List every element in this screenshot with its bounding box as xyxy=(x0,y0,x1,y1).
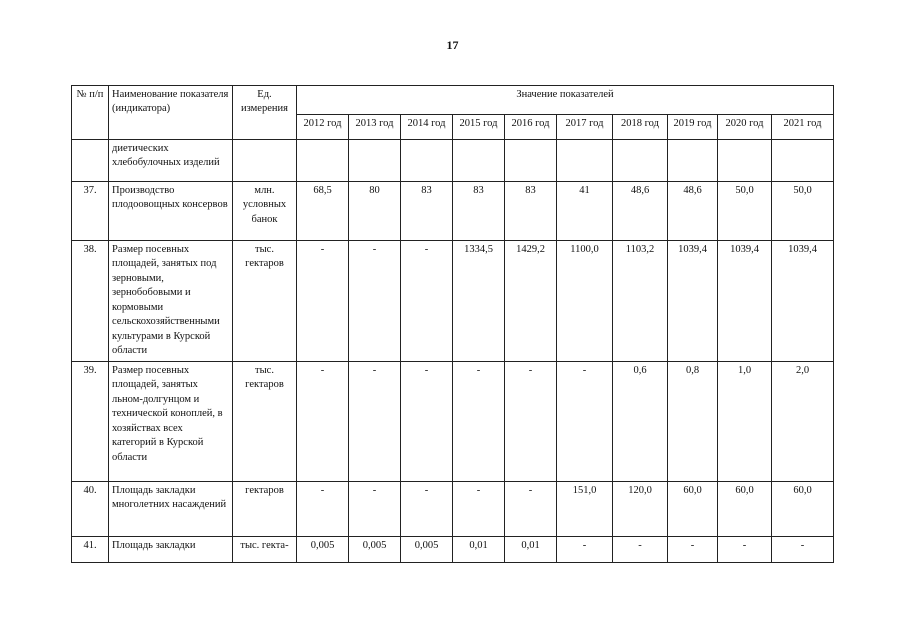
value-cell: 83 xyxy=(401,182,453,241)
value-cell: 0,01 xyxy=(505,537,557,563)
value-cell: - xyxy=(453,362,505,482)
value-cell: 83 xyxy=(453,182,505,241)
value-cell: - xyxy=(349,482,401,537)
header-year: 2021 год xyxy=(772,115,834,140)
value-cell: - xyxy=(297,362,349,482)
value-cell: - xyxy=(401,241,453,362)
unit-cell xyxy=(233,140,297,182)
value-cell xyxy=(453,140,505,182)
table-row xyxy=(72,241,834,362)
value-cell: 50,0 xyxy=(772,182,834,241)
value-cell xyxy=(613,140,668,182)
header-year: 2015 год xyxy=(453,115,505,140)
table-row xyxy=(72,140,834,182)
header-year: 2020 год xyxy=(718,115,772,140)
value-cell: 1039,4 xyxy=(668,241,718,362)
value-cell: 48,6 xyxy=(668,182,718,241)
value-cell: - xyxy=(505,482,557,537)
value-cell: 1334,5 xyxy=(453,241,505,362)
value-cell: - xyxy=(557,362,613,482)
value-cell xyxy=(668,140,718,182)
row-number xyxy=(72,140,109,182)
unit-cell: тыс. гектаров xyxy=(233,362,297,482)
value-cell: 0,005 xyxy=(297,537,349,563)
value-cell xyxy=(401,140,453,182)
unit-cell: тыс. гектаров xyxy=(233,241,297,362)
indicator-name: Площадь закладки многолетних насаждений xyxy=(109,482,233,537)
table-row xyxy=(72,537,834,563)
header-year: 2014 год xyxy=(401,115,453,140)
header-year: 2017 год xyxy=(557,115,613,140)
value-cell: - xyxy=(349,241,401,362)
value-cell: 2,0 xyxy=(772,362,834,482)
value-cell: 0,005 xyxy=(401,537,453,563)
value-cell: - xyxy=(613,537,668,563)
row-number: 40. xyxy=(72,482,109,537)
value-cell: - xyxy=(557,537,613,563)
value-cell: 1103,2 xyxy=(613,241,668,362)
value-cell: - xyxy=(668,537,718,563)
value-cell: 1,0 xyxy=(718,362,772,482)
unit-cell: гектаров xyxy=(233,482,297,537)
value-cell: - xyxy=(297,482,349,537)
value-cell xyxy=(297,140,349,182)
header-unit: Ед. измерения xyxy=(233,86,297,140)
value-cell: 0,6 xyxy=(613,362,668,482)
value-cell: - xyxy=(349,362,401,482)
row-number: 37. xyxy=(72,182,109,241)
indicator-name: Размер посевных площадей, занятых под зерновыми, зернобобовыми и кормовыми сельскохозяйственными культурами в Курской области xyxy=(109,241,233,362)
value-cell: 48,6 xyxy=(613,182,668,241)
value-cell: - xyxy=(401,362,453,482)
header-year: 2012 год xyxy=(297,115,349,140)
value-cell: 0,005 xyxy=(349,537,401,563)
value-cell: 60,0 xyxy=(668,482,718,537)
value-cell: 1429,2 xyxy=(505,241,557,362)
row-number: 41. xyxy=(72,537,109,563)
header-name: Наименование показателя (индикатора) xyxy=(109,86,233,140)
row-number: 39. xyxy=(72,362,109,482)
table-row xyxy=(72,482,834,537)
value-cell: 0,01 xyxy=(453,537,505,563)
value-cell: 60,0 xyxy=(718,482,772,537)
value-cell xyxy=(349,140,401,182)
value-cell: - xyxy=(401,482,453,537)
header-values-group: Значение показателей xyxy=(297,86,834,115)
indicator-name: Площадь закладки xyxy=(109,537,233,563)
value-cell: 80 xyxy=(349,182,401,241)
indicator-name: Размер посевных площадей, занятых льном-долгунцом и технической коноплей, в хозяйствах всех категорий в Курской области xyxy=(109,362,233,482)
unit-cell: тыс. гекта- xyxy=(233,537,297,563)
value-cell: 60,0 xyxy=(772,482,834,537)
value-cell: 68,5 xyxy=(297,182,349,241)
unit-cell: млн. условных банок xyxy=(233,182,297,241)
value-cell: - xyxy=(453,482,505,537)
table-row xyxy=(72,362,834,482)
value-cell: 50,0 xyxy=(718,182,772,241)
value-cell: 41 xyxy=(557,182,613,241)
value-cell: 1100,0 xyxy=(557,241,613,362)
page-number: 17 xyxy=(446,38,459,52)
value-cell xyxy=(718,140,772,182)
value-cell: 83 xyxy=(505,182,557,241)
value-cell: - xyxy=(772,537,834,563)
header-year: 2019 год xyxy=(668,115,718,140)
header-year: 2013 год xyxy=(349,115,401,140)
table-row xyxy=(72,182,834,241)
indicator-name: Производство плодоовощных консервов xyxy=(109,182,233,241)
row-number: 38. xyxy=(72,241,109,362)
indicators-table xyxy=(71,85,834,563)
value-cell xyxy=(505,140,557,182)
header-num: № п/п xyxy=(72,86,109,140)
header-year: 2018 год xyxy=(613,115,668,140)
value-cell: 1039,4 xyxy=(718,241,772,362)
value-cell xyxy=(557,140,613,182)
indicator-name: диетических хлебобулочных изделий xyxy=(109,140,233,182)
value-cell: - xyxy=(297,241,349,362)
value-cell: - xyxy=(505,362,557,482)
value-cell xyxy=(772,140,834,182)
value-cell: 151,0 xyxy=(557,482,613,537)
header-year: 2016 год xyxy=(505,115,557,140)
value-cell: 0,8 xyxy=(668,362,718,482)
value-cell: 1039,4 xyxy=(772,241,834,362)
value-cell: 120,0 xyxy=(613,482,668,537)
value-cell: - xyxy=(718,537,772,563)
